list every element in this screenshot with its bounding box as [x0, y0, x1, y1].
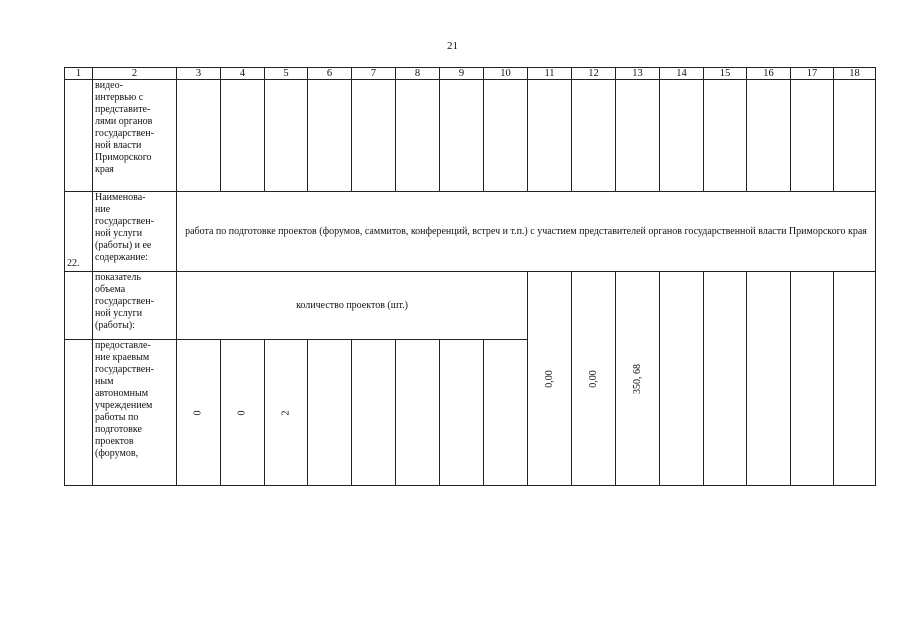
value-cell-col13 [616, 272, 660, 486]
value-col3: 0 [192, 410, 204, 415]
empty-cell [660, 272, 704, 486]
value-col12: 0,00 [587, 369, 599, 388]
empty-cell [396, 80, 440, 192]
header-cell: 10 [484, 68, 528, 80]
empty-cell [308, 80, 352, 192]
header-cell: 16 [747, 68, 791, 80]
value-cell-col5 [265, 340, 308, 486]
value-col5: 2 [280, 410, 291, 415]
row-number-cell [65, 80, 93, 192]
indicator-label: показатель объема государствен- ной услуги (работы): [95, 272, 154, 331]
header-cell: 15 [704, 68, 747, 80]
header-cell: 14 [660, 68, 704, 80]
empty-cell [396, 340, 440, 486]
empty-cell [484, 340, 528, 486]
header-cell: 13 [616, 68, 660, 80]
empty-cell [177, 80, 221, 192]
empty-cell [791, 80, 834, 192]
empty-cell [660, 80, 704, 192]
empty-cell [484, 80, 528, 192]
empty-cell [440, 340, 484, 486]
table-row [65, 192, 876, 272]
service-name-label: Наименова- ние государствен- ной услуги (работы) и ее содержание: [95, 192, 154, 263]
empty-cell [834, 272, 876, 486]
empty-cell [747, 272, 791, 486]
description-cell [93, 272, 177, 340]
empty-cell [440, 80, 484, 192]
value-col11: 0,00 [543, 369, 555, 388]
empty-cell [704, 272, 747, 486]
value-cell-col12 [572, 272, 616, 486]
value-cell-col4 [221, 340, 265, 486]
empty-cell [747, 80, 791, 192]
description-cell [93, 192, 177, 272]
description-cell [93, 340, 177, 486]
value-cell-col3 [177, 340, 221, 486]
empty-cell [221, 80, 265, 192]
empty-cell [834, 80, 876, 192]
unit-of-measure: количество проектов (шт.) [177, 272, 528, 340]
header-cell: 3 [177, 68, 221, 80]
empty-cell [308, 340, 352, 486]
empty-cell [352, 340, 396, 486]
row-number-cell [65, 340, 93, 486]
header-cell: 18 [834, 68, 876, 80]
empty-cell [352, 80, 396, 192]
page-number: 21 [447, 40, 458, 52]
value-col13: 350, 68 [631, 363, 643, 394]
empty-cell [265, 80, 308, 192]
empty-cell [528, 80, 572, 192]
header-cell: 5 [265, 68, 308, 80]
empty-cell [791, 272, 834, 486]
header-cell: 7 [352, 68, 396, 80]
service-content: работа по подготовке проектов (форумов, саммитов, конференций, встреч и т.п.) с участием представителей органов государственной власти Приморского края [177, 192, 876, 272]
value-cell-col11 [528, 272, 572, 486]
header-cell: 1 [65, 68, 93, 80]
value-col4: 0 [236, 410, 248, 415]
header-cell: 8 [396, 68, 440, 80]
table-row [65, 80, 876, 192]
description-cell [93, 80, 177, 192]
row-number-cell [65, 272, 93, 340]
budget-table [64, 67, 876, 486]
header-cell: 17 [791, 68, 834, 80]
row-number: 22. [65, 192, 93, 272]
header-cell: 2 [93, 68, 177, 80]
empty-cell [704, 80, 747, 192]
empty-cell [616, 80, 660, 192]
header-cell: 4 [221, 68, 265, 80]
table-row [65, 272, 876, 340]
header-cell: 12 [572, 68, 616, 80]
header-cell: 6 [308, 68, 352, 80]
header-cell: 9 [440, 68, 484, 80]
provision-label: предоставле- ние краевым государствен- ным автономным учреждением работы по подготовке проектов (форумов, [95, 340, 154, 459]
header-row [65, 68, 876, 80]
continuation-description: видео- интервью с представите- лями органов государствен- ной власти Приморского края [95, 80, 154, 175]
header-cell: 11 [528, 68, 572, 80]
empty-cell [572, 80, 616, 192]
